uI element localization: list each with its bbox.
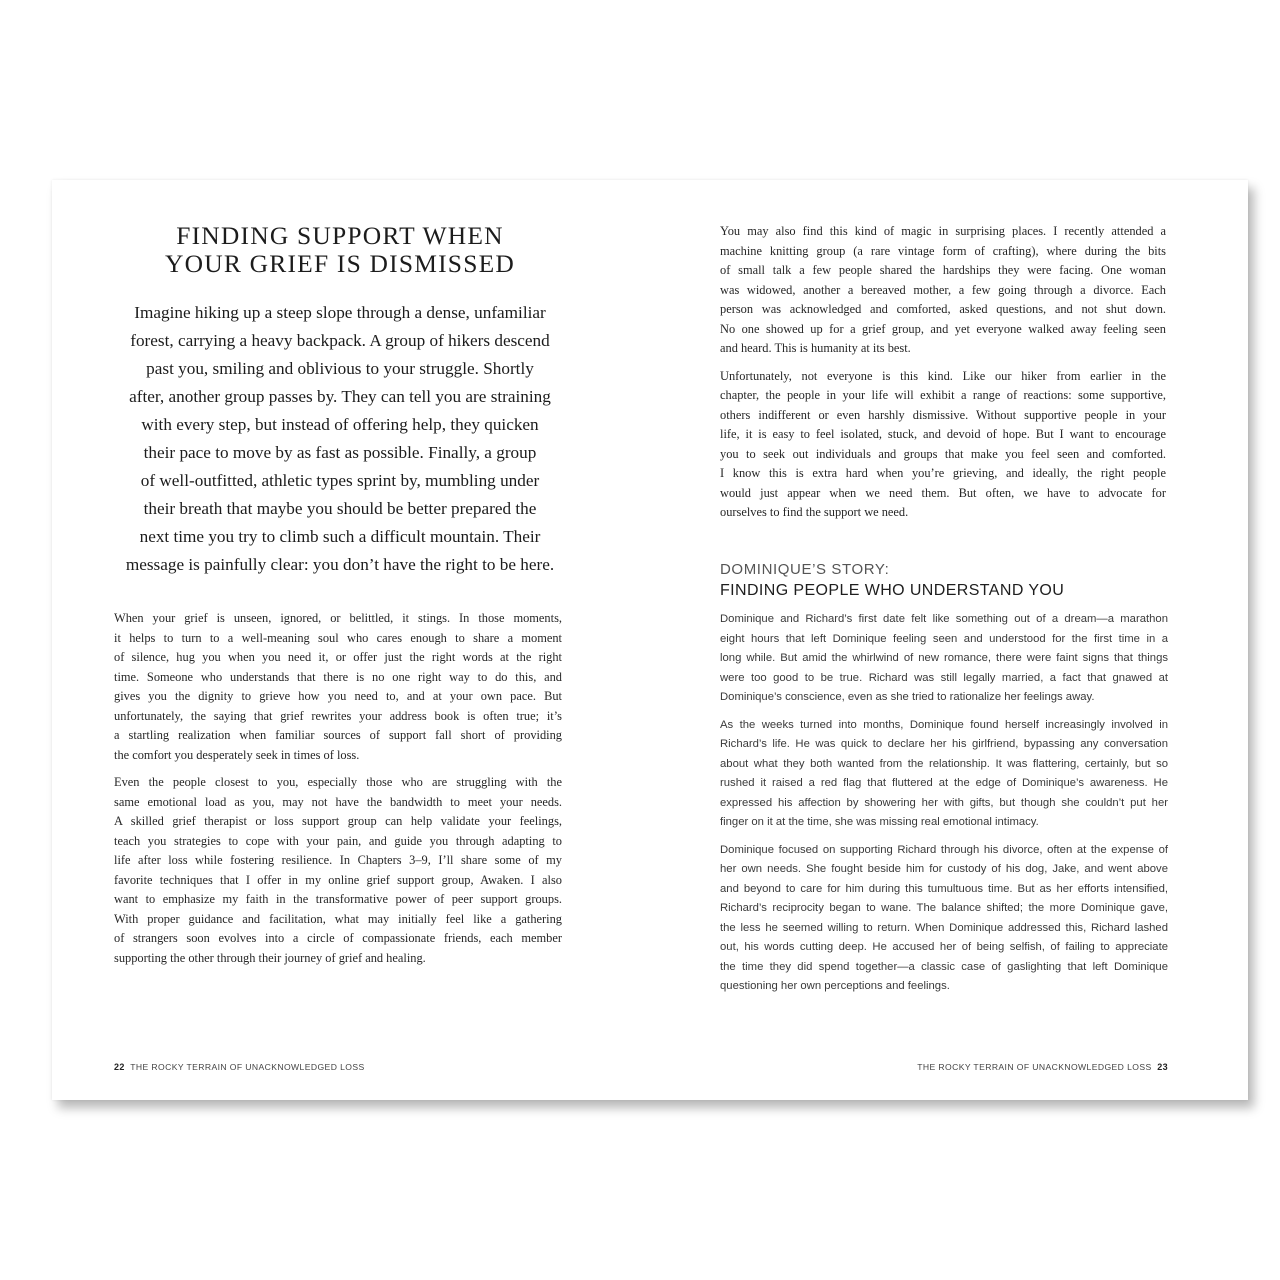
intro-line: after, another group passes by. They can tell you are straining [129, 387, 551, 406]
text-line: it helps to turn to a well-meaning soul who cares enough to share a moment [114, 630, 562, 645]
text-line: expressed his affection by showering her with gifts, but though she couldn’t put her [720, 796, 1168, 809]
right-body-text [720, 222, 1166, 531]
paragraph [720, 716, 1168, 833]
story-text [720, 610, 1168, 1005]
text-line: a startling realization when familiar sources of support fall short of providing [114, 728, 562, 742]
section-title [52, 222, 628, 278]
text-line: long while. But amid the whirlwind of new romance, there were faint signs that things [720, 652, 1168, 664]
intro-line: their breath that maybe you should be better prepared the [143, 499, 537, 518]
section-title-line: YOUR GRIEF IS DISMISSED [165, 249, 515, 278]
text-line: Even the people closest to you, especially those who are struggling with the [114, 775, 562, 789]
right-page-footer [917, 1062, 1168, 1072]
text-line: Dominique focused on supporting Richard through his divorce, often at the expense of [720, 843, 1168, 856]
intro-line: Imagine hiking up a steep slope through a dense, unfamiliar [134, 303, 546, 322]
book-spread [52, 180, 1248, 1100]
text-line: supporting the other through their journey of grief and healing. [114, 950, 426, 965]
text-line: of strangers soon evolves into a circle of compassionate friends, each member [114, 931, 562, 945]
paragraph [720, 610, 1168, 708]
text-line: A skilled grief therapist or loss support group can help validate your feelings, [114, 814, 562, 828]
text-line: you to seek out individuals and groups that make you feel seen and comforted. [720, 446, 1166, 461]
story-heading [720, 560, 1170, 602]
story-title: FINDING PEOPLE WHO UNDERSTAND YOU [720, 582, 1065, 599]
text-line: questioning her own perceptions and feelings. [720, 980, 950, 992]
paragraph [720, 841, 1168, 997]
text-line: Dominique and Richard’s first date felt like something out of a dream—a marathon [720, 613, 1168, 625]
left-page [52, 180, 650, 1100]
text-line: eight hours that left Dominique feeling seen and understood for the first time in a [720, 632, 1168, 645]
text-line: the comfort you desperately seek in times of loss. [114, 747, 360, 762]
page-number: 23 [1157, 1062, 1168, 1072]
text-line: Richard’s life. He was quick to declare her his girlfriend, bypassing any conversation [720, 738, 1168, 750]
text-line: I know this is extra hard when you’re grieving, and ideally, the right people [720, 466, 1166, 480]
page-number: 22 [114, 1062, 125, 1072]
text-line: Richard’s reciprocity began to wane. The balance shifted; the more Dominique gave, [720, 902, 1168, 914]
right-page [650, 180, 1248, 1100]
text-line: person was acknowledged and comforted, asked questions, and not shut down. [720, 302, 1166, 316]
text-line: As the weeks turned into months, Dominique found herself increasingly involved in [720, 718, 1168, 731]
text-line: rushed it raised a red flag that fluttered at the edge of Dominique’s awareness. He [720, 777, 1168, 789]
text-line: others indifferent or even harshly dismissive. Without supportive people in your [720, 407, 1166, 422]
intro-line: message is painfully clear: you don’t have the right to be here. [125, 555, 555, 574]
intro-line: past you, smiling and oblivious to your struggle. Shortly [146, 359, 534, 378]
text-line: machine knitting group (a rare vintage form of crafting), where during the bits [720, 243, 1166, 258]
intro-line: with every step, but instead of offering help, they quicken [141, 415, 539, 434]
text-line: life after loss while fostering resilience. In Chapters 3–9, I’ll share some of my [114, 853, 562, 867]
text-line: You may also find this kind of magic in surprising places. I recently attended a [720, 224, 1166, 238]
paragraph [720, 367, 1166, 523]
paragraph [114, 609, 562, 765]
text-line: same emotional load as you, may not have the bandwidth to meet your needs. [114, 794, 562, 809]
text-line: were too good to be true. Richard was still legally married, a fact that gnawed at [720, 671, 1168, 684]
text-line: life, it is easy to feel isolated, stuck, and devoid of hope. But I want to encourage [720, 427, 1166, 441]
text-line: the less he seemed willing to return. When Dominique addressed this, Richard lashed [720, 921, 1168, 934]
text-line: time. Someone who understands that there is no one right way to do this, and [114, 669, 562, 684]
left-body-text [114, 609, 562, 976]
text-line: Unfortunately, not everyone is this kind. Like our hiker from earlier in the [720, 368, 1166, 383]
text-line: ourselves to find the support we need. [720, 505, 909, 519]
text-line: of silence, hug you when you need it, or offer just the right words at the right [114, 650, 562, 664]
text-line: was widowed, another a bereaved mother, a few going through a divorce. Each [720, 282, 1166, 297]
text-line: out, his words cutting deep. He accused her of being selfish, of failing to appreciate [720, 941, 1168, 953]
running-head: THE ROCKY TERRAIN OF UNACKNOWLEDGED LOSS [130, 1062, 365, 1072]
text-line: want to emphasize my faith in the transformative power of peer support groups. [114, 892, 562, 906]
text-line: of small talk a few people shared the hardships they were facing. One woman [720, 263, 1166, 277]
text-line: favorite techniques that I offer in my online grief support group, Awaken. I also [114, 872, 562, 887]
intro-line: forest, carrying a heavy backpack. A group of hikers descend [130, 331, 550, 350]
left-page-footer [114, 1062, 365, 1072]
paragraph [720, 222, 1166, 359]
intro-line: of well-outfitted, athletic types sprint by, mumbling under [140, 471, 540, 490]
paragraph [114, 773, 562, 968]
intro-line: next time you try to climb such a difficult mountain. Their [139, 527, 541, 546]
text-line: teach you strategies to cope with your pain, and guide you through adapting to [114, 833, 562, 848]
intro-passage [114, 299, 566, 579]
section-title-line: FINDING SUPPORT WHEN [176, 221, 504, 250]
text-line: unfortunately, the saying that grief rewrites your address book is often true; it’s [114, 708, 562, 723]
text-line: the time they did spend together—a classic case of gaslighting that left Dominique [720, 960, 1168, 973]
text-line: No one showed up for a grief group, and yet everyone walked away feeling seen [720, 321, 1166, 336]
text-line: and beyond to care for him during this tumultuous time. But as her efforts intensified, [720, 882, 1168, 895]
text-line: When your grief is unseen, ignored, or belittled, it stings. In those moments, [114, 611, 562, 625]
text-line: With proper guidance and facilitation, what may initially feel like a gathering [114, 911, 562, 926]
intro-line: their pace to move by as fast as possible. Finally, a group [143, 443, 537, 462]
text-line: gives you the dignity to grieve how you need to, and at your own pace. But [114, 689, 562, 703]
text-line: about what they both wanted from the relationship. It was flattering, certainly, but so [720, 757, 1168, 770]
running-head: THE ROCKY TERRAIN OF UNACKNOWLEDGED LOSS [917, 1062, 1152, 1072]
text-line: her own needs. She fought beside him for custody of his dog, Jake, and went above [720, 863, 1168, 875]
text-line: and heard. This is humanity at its best. [720, 341, 911, 355]
story-kicker: DOMINIQUE’S STORY: [720, 561, 890, 578]
text-line: finger on it at the time, she was missing real emotional intimacy. [720, 816, 1039, 828]
text-line: Dominique’s conscience, even as she tried to rationalize her feelings away. [720, 691, 1095, 703]
text-line: chapter, the people in your life will exhibit a range of reactions: some supportive, [720, 388, 1166, 402]
text-line: would just appear when we need them. But often, we have to advocate for [720, 485, 1166, 500]
